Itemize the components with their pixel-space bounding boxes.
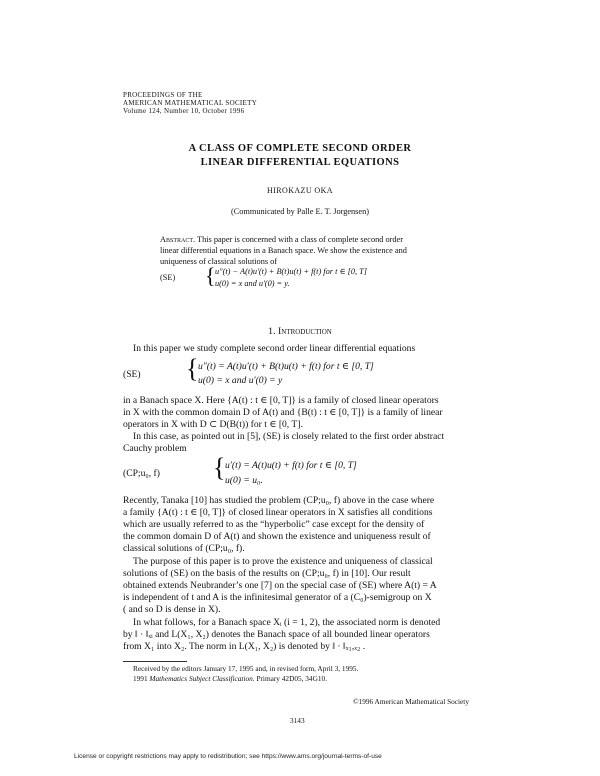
body-p6-l3: from X₁ into X₂. The norm in L(X₁, X₂) is denoted by ‖ · ‖ₓ₁,ₓ₂ . <box>123 641 366 652</box>
body-p1: In this paper we study complete second order linear differential equations <box>133 343 416 354</box>
body-p6-l2: by ‖ · ‖ₓᵢ and L(X₁, X₂) denotes the Banach space of all bounded linear operators <box>123 629 430 640</box>
abstract-eq2: u(0) = x and u′(0) = y. <box>215 279 290 288</box>
body-p5-l4: is independent of t and A is the infinitesimal generator of a (C₀)-semigroup on X <box>123 592 432 603</box>
se-brace: { <box>186 354 199 383</box>
cp-brace: { <box>213 453 226 482</box>
license-notice[interactable]: License or copyright restrictions may apply to redistribution; see https://www.ams.org/journal-terms-of-use <box>74 753 382 760</box>
section-heading: 1. Introduction <box>268 326 332 337</box>
cp-label: (CP;u₀, f) <box>123 468 160 479</box>
cp-eq1: u′(t) = A(t)u(t) + f(t) for t ∈ [0, T] <box>225 460 357 471</box>
body-p3-l1: In this case, as pointed out in [5], (SE) is closely related to the first order abstract <box>133 431 445 442</box>
author-name: HIROKAZU OKA <box>267 186 333 195</box>
body-p5-l2: solutions of (SE) on the basis of the results on (CP;u₀, f) in [10]. Our result <box>123 568 411 579</box>
body-p4-l4: the common domain D of A(t) and shown the existence and uniqueness result of <box>123 531 431 542</box>
body-p5-l1: The purpose of this paper is to prove the existence and uniqueness of classical <box>133 556 433 567</box>
body-p4-l5: classical solutions of (CP;u₀, f). <box>123 543 245 554</box>
abstract-eq1: u″(t) − A(t)u′(t) + B(t)u(t) + f(t) for t ∈ [0, T] <box>215 267 368 276</box>
body-p6-l1: In what follows, for a Banach space Xᵢ (i = 1, 2), the associated norm is denoted <box>133 617 441 628</box>
paper-title-line1: A CLASS OF COMPLETE SECOND ORDER <box>188 143 412 154</box>
body-p2-l3: operators in X with D ⊂ D(B(t)) for t ∈ [0, T]. <box>123 419 303 430</box>
footnote-received: Received by the editors January 17, 1995 and, in revised form, April 3, 1995. <box>133 664 359 673</box>
abstract-eq-label: (SE) <box>160 273 176 282</box>
cp-eq2: u(0) = u₀. <box>225 475 263 486</box>
se-eq2: u(0) = x and u′(0) = y <box>198 375 283 386</box>
communicated-by: (Communicated by Palle E. T. Jorgensen) <box>230 207 370 216</box>
body-p4-l3: which are usually referred to as the “hyperbolic” case except for the density of <box>123 519 425 530</box>
footnote-msc: 1991 Mathematics Subject Classification. Primary 42D05, 34G10. <box>133 674 327 683</box>
se-label: (SE) <box>123 369 141 380</box>
journal-name-line1: PROCEEDINGS OF THE <box>123 91 203 99</box>
journal-name-line2: AMERICAN MATHEMATICAL SOCIETY <box>123 99 258 107</box>
body-p4-l2: a family {A(t) : t ∈ [0, T]} of closed linear operators in X satisfies all conditions <box>123 507 433 518</box>
body-p5-l5: ( and so D is dense in X). <box>123 604 221 615</box>
journal-volume-info: Volume 124, Number 10, October 1996 <box>123 107 245 115</box>
body-p2-l1: in a Banach space X. Here {A(t) : t ∈ [0, T]} is a family of closed linear operators <box>123 395 439 406</box>
copyright-notice: ©1996 American Mathematical Society <box>353 697 469 706</box>
abstract-line1: Abstract. This paper is concerned with a class of complete second order <box>160 235 403 244</box>
abstract-line2: linear differential equations in a Banach space. We show the existence and <box>160 246 407 255</box>
page-number: 3143 <box>290 716 305 725</box>
footnote-rule <box>123 661 187 662</box>
body-p2-l2: in X with the common domain D of A(t) and {B(t) : t ∈ [0, T]} is a family of linear <box>123 407 443 418</box>
body-p3-l2: Cauchy problem <box>123 443 187 454</box>
paper-title-line2: LINEAR DIFFERENTIAL EQUATIONS <box>200 157 400 168</box>
abstract-line3: uniqueness of classical solutions of <box>160 257 278 266</box>
body-p4-l1: Recently, Tanaka [10] has studied the problem (CP;u₀, f) above in the case where <box>123 495 435 506</box>
se-eq1: u″(t) = A(t)u′(t) + B(t)u(t) + f(t) for t ∈ [0, T] <box>198 361 374 372</box>
abstract-brace: { <box>205 263 216 288</box>
abstract-label: Abstract. <box>160 235 196 244</box>
body-p5-l3: obtained extends Neubrander’s one [7] on the special case of (SE) where A(t) = A <box>123 580 437 591</box>
